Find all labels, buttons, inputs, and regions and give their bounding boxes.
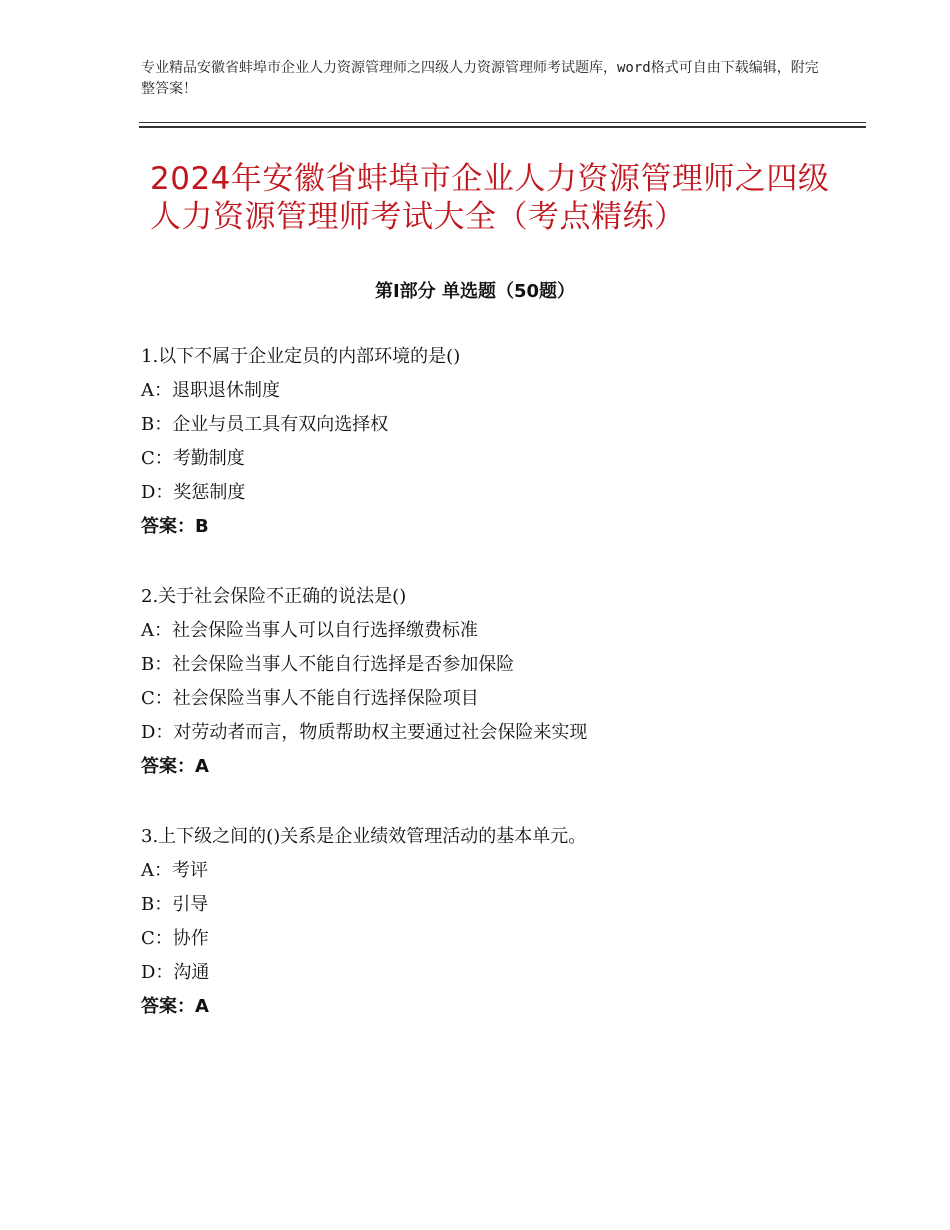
question-stem: 2.关于社会保险不正确的说法是() [141, 586, 407, 607]
document-title: 2024年安徽省蚌埠市企业人力资源管理师之四级人力资源管理师考试大全（考点精练） [150, 161, 830, 235]
option-c: C：协作 [141, 928, 209, 949]
header-rule-thin [139, 122, 866, 123]
option-b: B：引导 [141, 894, 209, 915]
option-a: A：考评 [141, 860, 208, 881]
header-rule-thick [139, 126, 866, 128]
option-a: A：社会保险当事人可以自行选择缴费标准 [141, 620, 478, 641]
option-d: D：沟通 [141, 962, 210, 983]
question-list [141, 340, 861, 1060]
option-d: D：奖惩制度 [141, 482, 246, 503]
header-note: 专业精品安徽省蚌埠市企业人力资源管理师之四级人力资源管理师考试题库，word格式可自由下载编辑，附完整答案！ [141, 60, 819, 97]
question-stem: 3.上下级之间的()关系是企业绩效管理活动的基本单元。 [141, 826, 587, 847]
answer-label: 答案：A [141, 996, 209, 1017]
option-b: B：社会保险当事人不能自行选择是否参加保险 [141, 654, 515, 675]
section-heading: 第Ⅰ部分 单选题（50题） [374, 281, 575, 302]
question-2 [141, 580, 861, 784]
answer-label: 答案：A [141, 756, 209, 777]
option-c: C：考勤制度 [141, 448, 245, 469]
option-d: D：对劳动者而言，物质帮助权主要通过社会保险来实现 [141, 722, 588, 743]
option-b: B：企业与员工具有双向选择权 [141, 414, 389, 435]
option-c: C：社会保险当事人不能自行选择保险项目 [141, 688, 479, 709]
answer-label: 答案：B [141, 516, 209, 537]
option-a: A：退职退休制度 [141, 380, 280, 401]
question-stem: 1.以下不属于企业定员的内部环境的是() [141, 346, 461, 367]
question-3 [141, 820, 861, 1024]
question-1 [141, 340, 861, 544]
